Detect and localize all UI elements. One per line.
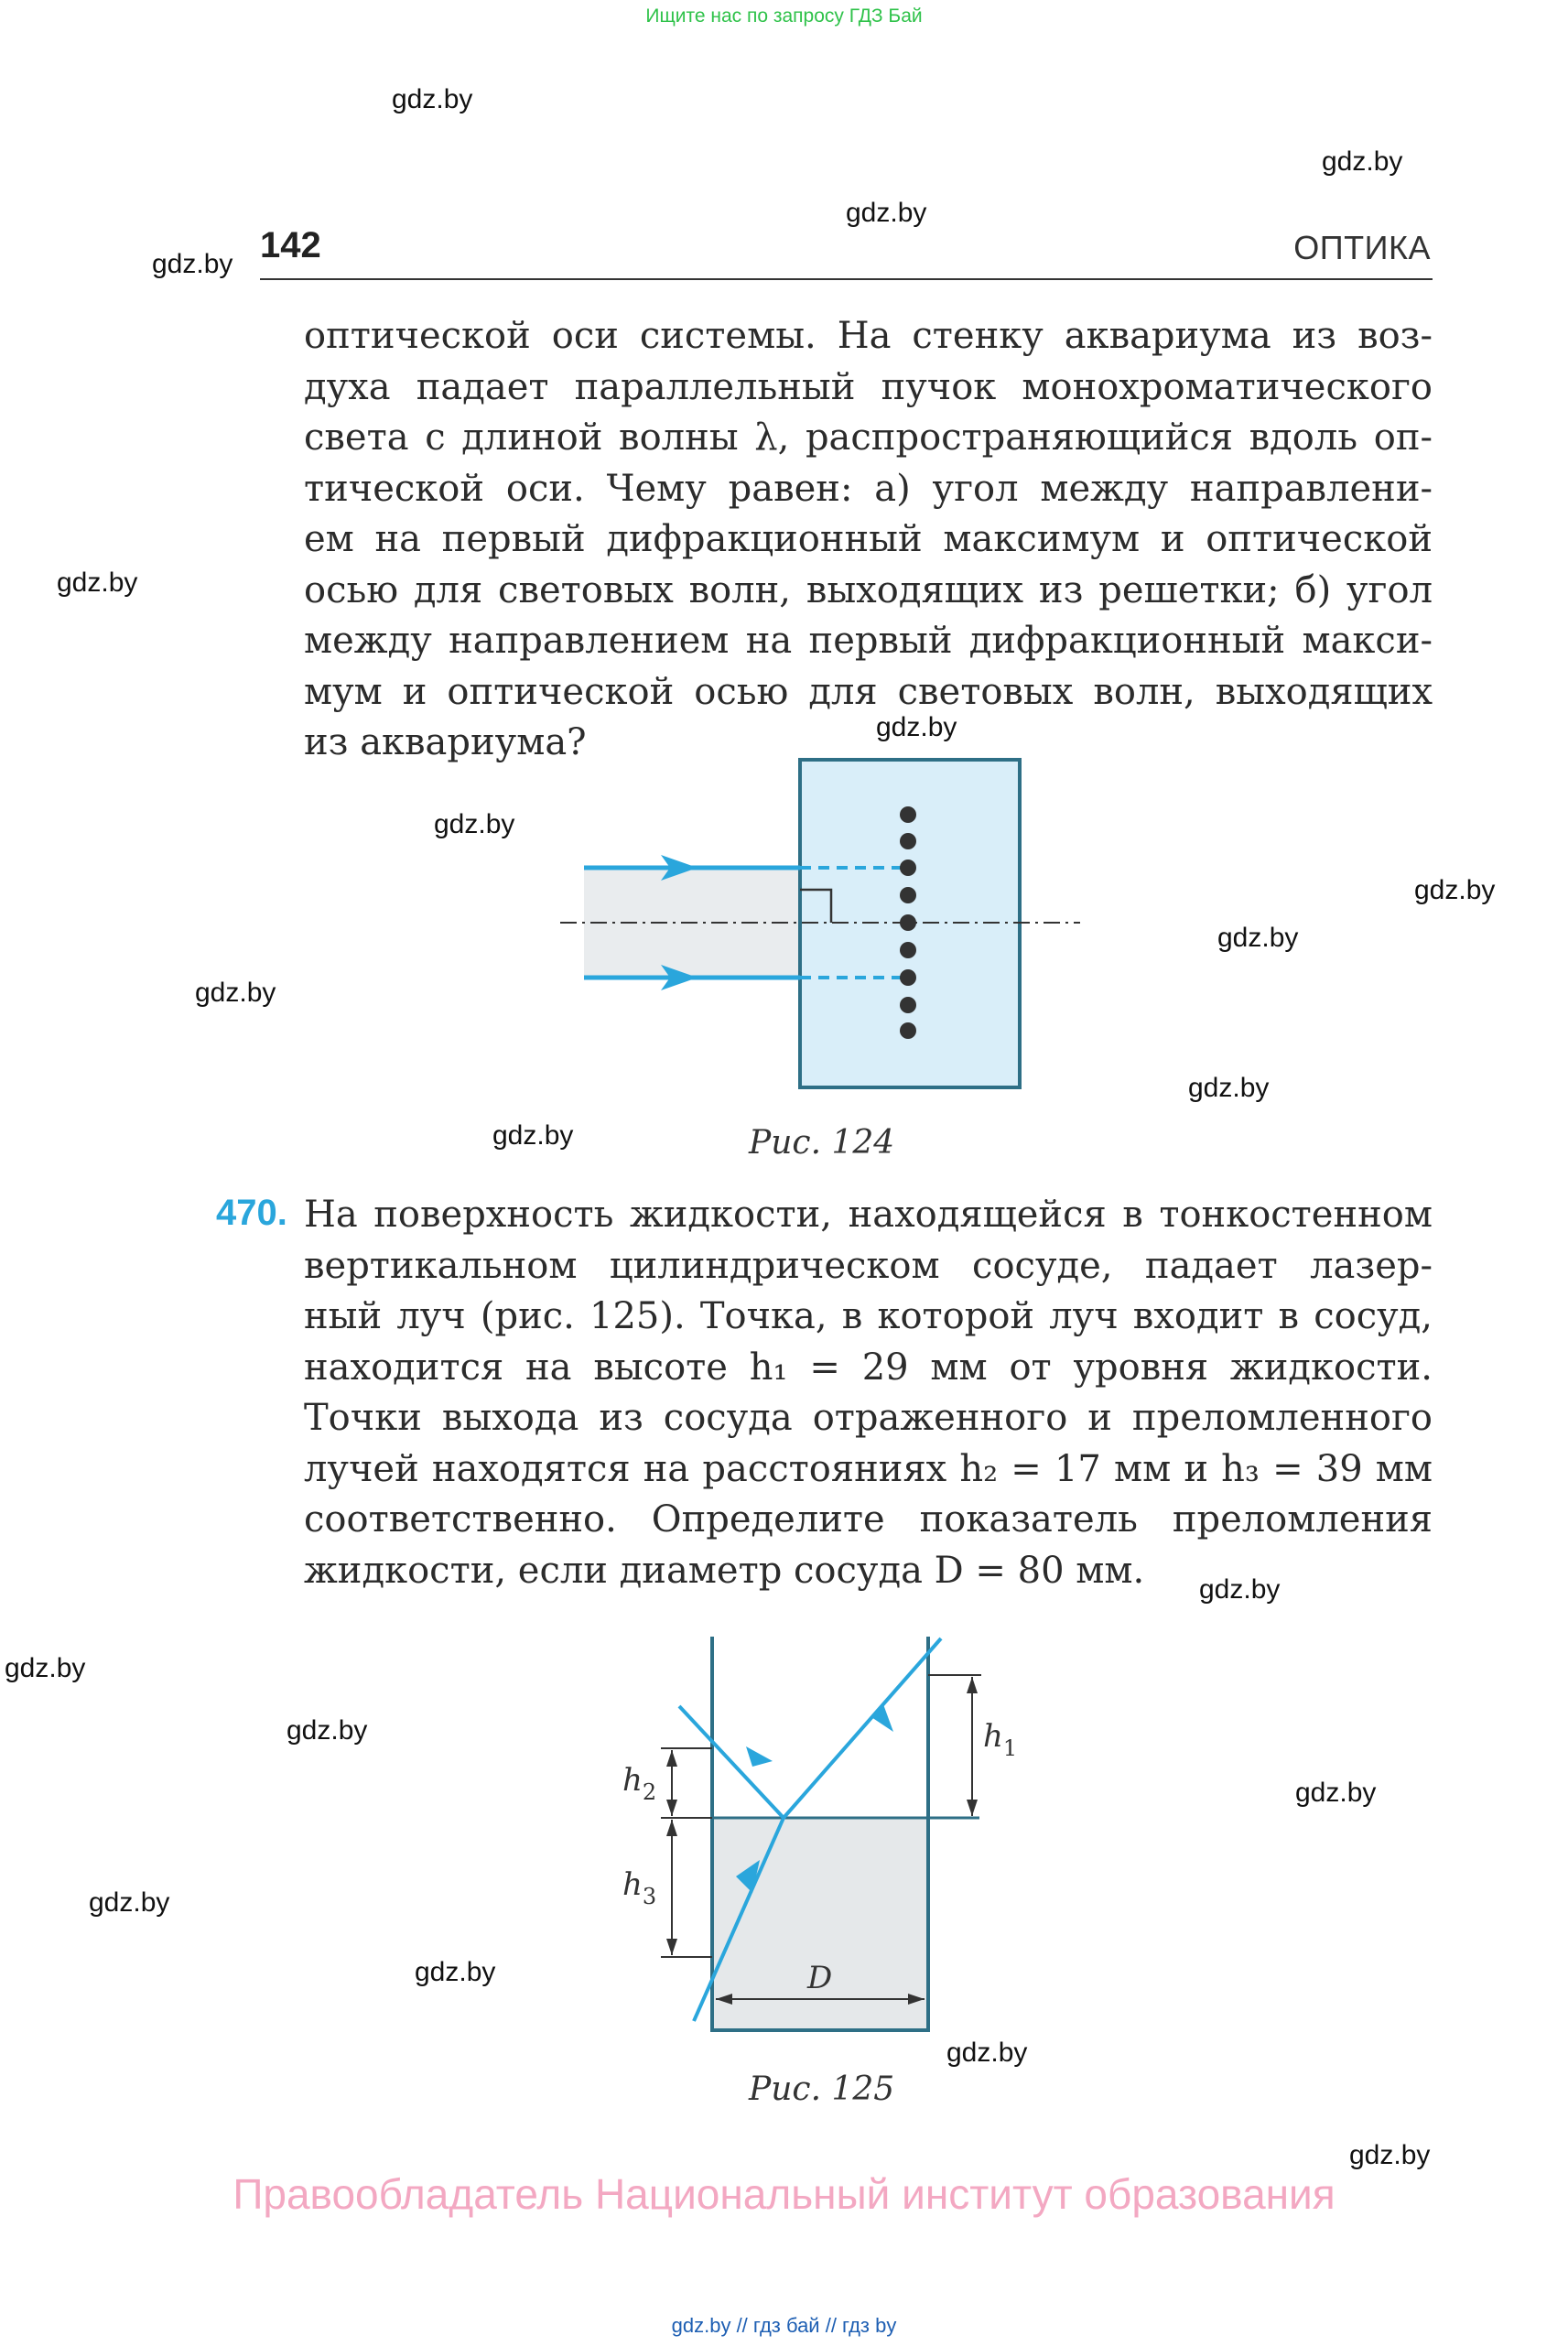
grating-slit	[900, 806, 916, 823]
figure-125-caption: Рис. 125	[749, 2070, 895, 2108]
text-line: тической оси. Чему равен: а) угол между направлени-	[304, 467, 1433, 510]
watermark: gdz.by	[492, 1120, 574, 1151]
watermark: gdz.by	[1217, 923, 1299, 953]
watermark: gdz.by	[415, 1957, 496, 1987]
watermark: gdz.by	[5, 1653, 86, 1683]
text-line: лучей находятся на расстояниях h₂ = 17 мм и h₃ = 39 мм	[304, 1447, 1433, 1490]
watermark: gdz.by	[392, 84, 473, 114]
text-line: соответственно. Определите показатель преломления	[304, 1498, 1433, 1541]
grating-slit	[900, 942, 916, 958]
watermark: gdz.by	[57, 568, 138, 598]
text-line: ный луч (рис. 125). Точка, в которой луч входит в сосуд,	[304, 1295, 1433, 1337]
figure-124-caption: Рис. 124	[749, 1124, 895, 1162]
arrowhead	[871, 1704, 893, 1732]
text-line: духа падает параллельный пучок монохроматического	[304, 365, 1433, 408]
header-rule	[260, 278, 1433, 280]
label-D: D	[807, 1960, 833, 1996]
watermark: gdz.by	[89, 1887, 170, 1918]
problem-number: 470.	[216, 1193, 287, 1233]
watermark: gdz.by	[1188, 1073, 1270, 1103]
arrowhead	[746, 1746, 773, 1767]
watermark: gdz.by	[287, 1715, 368, 1746]
page-number: 142	[260, 225, 321, 265]
text-line: ем на первый дифракционный максимум и оптической	[304, 518, 1433, 560]
arrowhead	[666, 1820, 677, 1836]
watermark: gdz.by	[876, 712, 957, 742]
problem-469-text	[304, 311, 1433, 769]
text-line: Точки выхода из сосуда отраженного и преломленного	[304, 1397, 1433, 1439]
watermark: gdz.by	[195, 978, 276, 1008]
problem-470-text	[304, 1190, 1433, 1596]
grating-slit	[900, 997, 916, 1013]
watermark: gdz.by	[1199, 1574, 1281, 1605]
watermark: gdz.by	[946, 2038, 1028, 2068]
label-h2: $h_2$	[622, 1762, 657, 1805]
watermark: gdz.by	[434, 809, 515, 839]
watermark: gdz.by	[1349, 2140, 1431, 2170]
text-line: мум и оптической осью для световых волн, выходящих	[304, 670, 1433, 713]
arrowhead	[666, 1750, 677, 1767]
figure-124	[549, 751, 1098, 1098]
search-banner: Ищите нас по запросу ГДЗ Бай	[645, 5, 923, 27]
label-h3: $h_3$	[622, 1866, 657, 1909]
arrowhead	[967, 1800, 978, 1816]
incident-ray	[784, 1638, 941, 1818]
footer-links[interactable]: gdz.by // гдз бай // гдз by	[671, 2314, 897, 2337]
watermark: gdz.by	[1322, 146, 1403, 177]
text-line: осью для световых волн, выходящих из решетки; б) угол	[304, 568, 1433, 611]
figure-125	[604, 1629, 1025, 2050]
copyright-owner: Правообладатель Национальный институт образования	[232, 2170, 1336, 2218]
grating-slit	[900, 887, 916, 903]
text-line: света с длиной волны λ, распространяющийся вдоль оп-	[304, 416, 1433, 459]
arrowhead	[666, 1939, 677, 1955]
grating-slit	[900, 859, 916, 876]
text-line: На поверхность жидкости, находящейся в тонкостенном	[304, 1194, 1433, 1236]
watermark: gdz.by	[1414, 875, 1496, 905]
grating-slit	[900, 1022, 916, 1039]
arrowhead	[967, 1677, 978, 1693]
text-line: из аквариума?	[304, 721, 587, 763]
watermark: gdz.by	[1295, 1778, 1377, 1808]
watermark: gdz.by	[846, 198, 927, 228]
text-line: оптической оси системы. На стенку аквариума из воз-	[304, 315, 1433, 357]
label-h1: $h_1$	[983, 1718, 1018, 1761]
grating-slit	[900, 914, 916, 931]
grating-slit	[900, 833, 916, 849]
text-line: вертикальном цилиндрическом сосуде, падает лазер-	[304, 1244, 1433, 1287]
text-line: между направлением на первый дифракционный макси-	[304, 620, 1433, 662]
text-line: жидкости, если диаметр сосуда D = 80 мм.	[304, 1549, 1145, 1592]
arrowhead	[666, 1800, 677, 1816]
diffraction-grating	[900, 806, 916, 1039]
text-line: находится на высоте h₁ = 29 мм от уровня жидкости.	[304, 1346, 1433, 1389]
watermark: gdz.by	[152, 249, 233, 279]
grating-slit	[900, 969, 916, 986]
section-title: ОПТИКА	[1293, 229, 1431, 266]
